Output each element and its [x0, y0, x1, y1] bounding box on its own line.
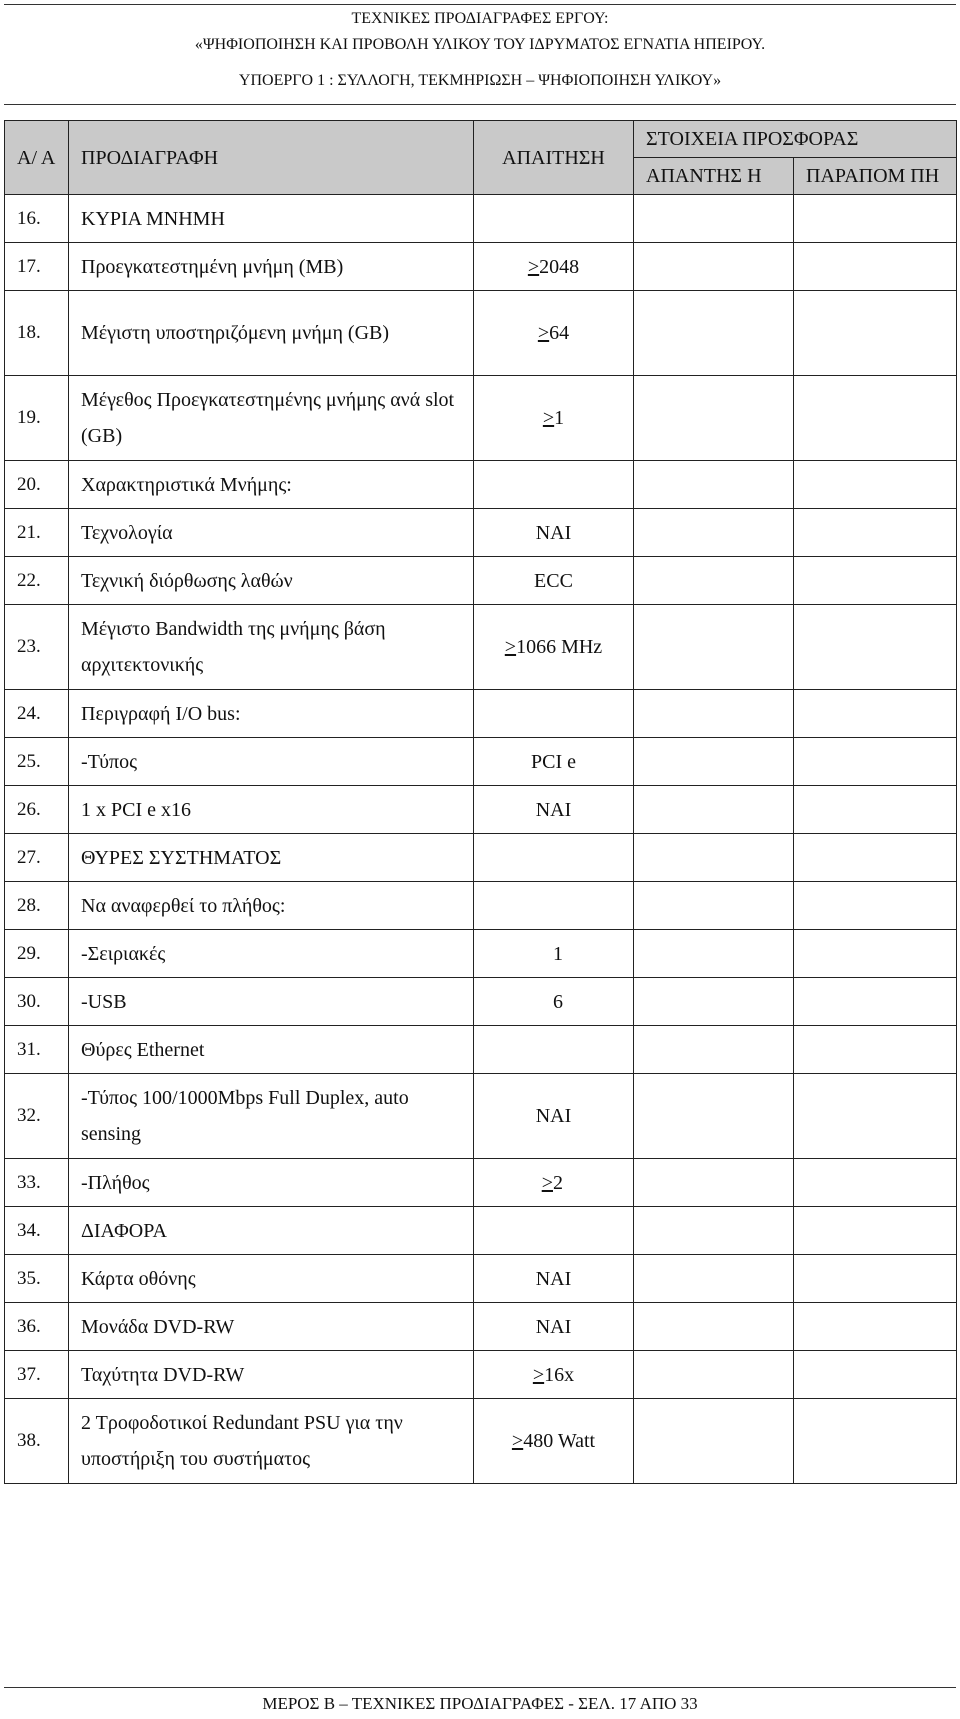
row-req	[474, 1026, 634, 1074]
row-ref	[794, 557, 957, 605]
row-req: PCI e	[474, 738, 634, 786]
row-number: 28.	[5, 882, 69, 930]
row-number: 21.	[5, 509, 69, 557]
row-spec: 1 x PCI e x16	[69, 786, 474, 834]
row-ref	[794, 834, 957, 882]
row-req: ΝΑΙ	[474, 1074, 634, 1159]
table-row	[5, 930, 957, 978]
footer-rule	[4, 1687, 956, 1688]
row-req: 1066 MHz	[516, 636, 603, 658]
row-answer	[634, 605, 794, 690]
col-header-offer: ΣΤΟΙΧΕΙΑ ΠΡΟΣΦΟΡΑΣ	[634, 121, 957, 158]
row-spec: Θύρες Ethernet	[69, 1026, 474, 1074]
row-answer	[634, 738, 794, 786]
row-ref	[794, 882, 957, 930]
col-header-spec: ΠΡΟΔΙΑΓΡΑΦΗ	[69, 121, 474, 195]
row-req	[474, 834, 634, 882]
row-spec: Προεγκατεστημένη μνήμη (MB)	[69, 243, 474, 291]
row-ref	[794, 1351, 957, 1399]
table-row	[5, 1074, 957, 1159]
row-number: 35.	[5, 1255, 69, 1303]
row-spec: Κάρτα οθόνης	[69, 1255, 474, 1303]
row-spec: Τεχνολογία	[69, 509, 474, 557]
header-top-rule	[4, 4, 956, 5]
table-row	[5, 1255, 957, 1303]
row-spec: ΔΙΑΦΟΡΑ	[69, 1207, 474, 1255]
row-spec: -Τύπος	[69, 738, 474, 786]
table-row	[5, 1303, 957, 1351]
ge-symbol: >	[532, 1363, 545, 1386]
row-answer	[634, 1074, 794, 1159]
row-ref	[794, 376, 957, 461]
table-row	[5, 834, 957, 882]
row-answer	[634, 291, 794, 376]
row-spec: Ταχύτητα DVD-RW	[69, 1351, 474, 1399]
row-number: 26.	[5, 786, 69, 834]
ge-symbol: >	[527, 255, 540, 278]
row-ref	[794, 1159, 957, 1207]
row-answer	[634, 978, 794, 1026]
row-spec: -Τύπος 100/1000Mbps Full Duplex, auto sensing	[69, 1074, 474, 1159]
row-number: 27.	[5, 834, 69, 882]
row-spec: -Πλήθος	[69, 1159, 474, 1207]
row-req	[474, 195, 634, 243]
row-number: 29.	[5, 930, 69, 978]
row-req: ECC	[474, 557, 634, 605]
row-spec: Τεχνική διόρθωσης λαθών	[69, 557, 474, 605]
spec-table	[4, 120, 957, 1484]
row-ref	[794, 243, 957, 291]
row-ref	[794, 1207, 957, 1255]
header-bottom-rule	[4, 104, 956, 105]
row-number: 34.	[5, 1207, 69, 1255]
table-row	[5, 1351, 957, 1399]
row-req: ΝΑΙ	[474, 1303, 634, 1351]
row-req: 64	[549, 322, 570, 344]
table-row	[5, 738, 957, 786]
ge-symbol: >	[541, 1171, 553, 1194]
row-req	[474, 882, 634, 930]
row-answer	[634, 834, 794, 882]
row-spec: Μέγιστη υποστηριζόμενη μνήμη (GB)	[69, 291, 474, 376]
header-line-1: ΤΕΧΝΙΚΕΣ ΠΡΟΔΙΑΓΡΑΦΕΣ ΕΡΓΟΥ:	[351, 10, 609, 27]
table-row	[5, 978, 957, 1026]
row-spec: Μονάδα DVD-RW	[69, 1303, 474, 1351]
row-req: ΝΑΙ	[474, 1255, 634, 1303]
header-line-3: ΥΠΟΕΡΓΟ 1 : ΣΥΛΛΟΓΗ, ΤΕΚΜΗΡΙΩΣΗ – ΨΗΦΙΟΠΟΙΗΣΗ ΥΛΙΚΟΥ»	[238, 72, 722, 89]
row-number: 17.	[5, 243, 69, 291]
ge-symbol: >	[542, 407, 555, 429]
row-number: 16.	[5, 195, 69, 243]
table-row	[5, 1399, 957, 1484]
row-number: 18.	[5, 291, 69, 376]
row-number: 24.	[5, 690, 69, 738]
table-row	[5, 509, 957, 557]
ge-symbol: >	[537, 322, 550, 344]
row-number: 33.	[5, 1159, 69, 1207]
row-answer	[634, 882, 794, 930]
table-row	[5, 461, 957, 509]
table-row	[5, 690, 957, 738]
table-row	[5, 1207, 957, 1255]
row-number: 23.	[5, 605, 69, 690]
row-ref	[794, 786, 957, 834]
row-ref	[794, 1074, 957, 1159]
col-header-answer: ΑΠΑΝΤΗΣ Η	[634, 158, 794, 195]
row-answer	[634, 1351, 794, 1399]
row-answer	[634, 195, 794, 243]
row-spec: Μέγιστο Bandwidth της μνήμης βάση αρχιτεκτονικής	[69, 605, 474, 690]
table-row	[5, 1026, 957, 1074]
table-row	[5, 557, 957, 605]
header-line-2: «ΨΗΦΙΟΠΟΙΗΣΗ ΚΑΙ ΠΡΟΒΟΛΗ ΥΛΙΚΟΥ ΤΟΥ ΙΔΡΥΜΑΤΟΣ ΕΓΝΑΤΙΑ ΗΠΕΙΡΟΥ.	[194, 36, 766, 53]
row-answer	[634, 1255, 794, 1303]
row-number: 25.	[5, 738, 69, 786]
page-footer: ΜΕΡΟΣ Β – ΤΕΧΝΙΚΕΣ ΠΡΟΔΙΑΓΡΑΦΕΣ - ΣΕΛ. 17 ΑΠΟ 33	[262, 1694, 698, 1713]
row-spec: Να αναφερθεί το πλήθος:	[69, 882, 474, 930]
row-answer	[634, 461, 794, 509]
row-ref	[794, 461, 957, 509]
col-header-ref: ΠΑΡΑΠΟΜ ΠΗ	[794, 158, 957, 195]
table-row	[5, 1159, 957, 1207]
row-ref	[794, 1303, 957, 1351]
row-ref	[794, 930, 957, 978]
row-ref	[794, 1399, 957, 1484]
row-spec: ΘΥΡΕΣ ΣΥΣΤΗΜΑΤΟΣ	[69, 834, 474, 882]
table-row	[5, 786, 957, 834]
row-answer	[634, 1026, 794, 1074]
row-answer	[634, 1303, 794, 1351]
row-req: 1	[474, 930, 634, 978]
row-answer	[634, 1399, 794, 1484]
row-ref	[794, 690, 957, 738]
row-spec: Χαρακτηριστικά Μνήμης:	[69, 461, 474, 509]
row-number: 36.	[5, 1303, 69, 1351]
row-answer	[634, 1207, 794, 1255]
row-answer	[634, 243, 794, 291]
row-answer	[634, 509, 794, 557]
row-req: 2048	[539, 255, 580, 278]
row-number: 30.	[5, 978, 69, 1026]
row-req	[474, 1207, 634, 1255]
row-req: 16x	[544, 1363, 575, 1386]
ge-symbol: >	[504, 636, 517, 658]
row-req: 1	[554, 407, 565, 429]
row-req	[474, 461, 634, 509]
row-number: 31.	[5, 1026, 69, 1074]
row-ref	[794, 509, 957, 557]
row-spec: -Σειριακές	[69, 930, 474, 978]
row-answer	[634, 1159, 794, 1207]
page-header	[0, 6, 960, 94]
row-req: 6	[474, 978, 634, 1026]
row-req: 2	[553, 1171, 563, 1194]
row-number: 20.	[5, 461, 69, 509]
table-row	[5, 291, 957, 376]
row-ref	[794, 1026, 957, 1074]
row-req	[474, 690, 634, 738]
row-spec: -USB	[69, 978, 474, 1026]
row-req: ΝΑΙ	[474, 509, 634, 557]
row-ref	[794, 1255, 957, 1303]
row-number: 22.	[5, 557, 69, 605]
row-answer	[634, 930, 794, 978]
row-spec: ΚΥΡΙΑ ΜΝΗΜΗ	[69, 195, 474, 243]
row-req: ΝΑΙ	[474, 786, 634, 834]
row-ref	[794, 195, 957, 243]
ge-symbol: >	[511, 1430, 524, 1452]
table-row	[5, 376, 957, 461]
col-header-aa: Α/ Α	[5, 121, 69, 195]
col-header-req: ΑΠΑΙΤΗΣΗ	[474, 121, 634, 195]
row-number: 19.	[5, 376, 69, 461]
row-ref	[794, 605, 957, 690]
row-ref	[794, 291, 957, 376]
row-number: 37.	[5, 1351, 69, 1399]
row-number: 32.	[5, 1074, 69, 1159]
table-row	[5, 882, 957, 930]
table-row	[5, 195, 957, 243]
row-answer	[634, 376, 794, 461]
table-row	[5, 243, 957, 291]
row-req: 480 Watt	[523, 1430, 596, 1452]
table-row	[5, 605, 957, 690]
row-number: 38.	[5, 1399, 69, 1484]
row-spec: Περιγραφή I/O bus:	[69, 690, 474, 738]
row-spec: 2 Τροφοδοτικοί Redundant PSU για την υποστήριξη του συστήματος	[69, 1399, 474, 1484]
row-answer	[634, 786, 794, 834]
row-spec: Μέγεθος Προεγκατεστημένης μνήμης ανά slot (GB)	[69, 376, 474, 461]
row-answer	[634, 690, 794, 738]
row-ref	[794, 738, 957, 786]
row-ref	[794, 978, 957, 1026]
row-answer	[634, 557, 794, 605]
